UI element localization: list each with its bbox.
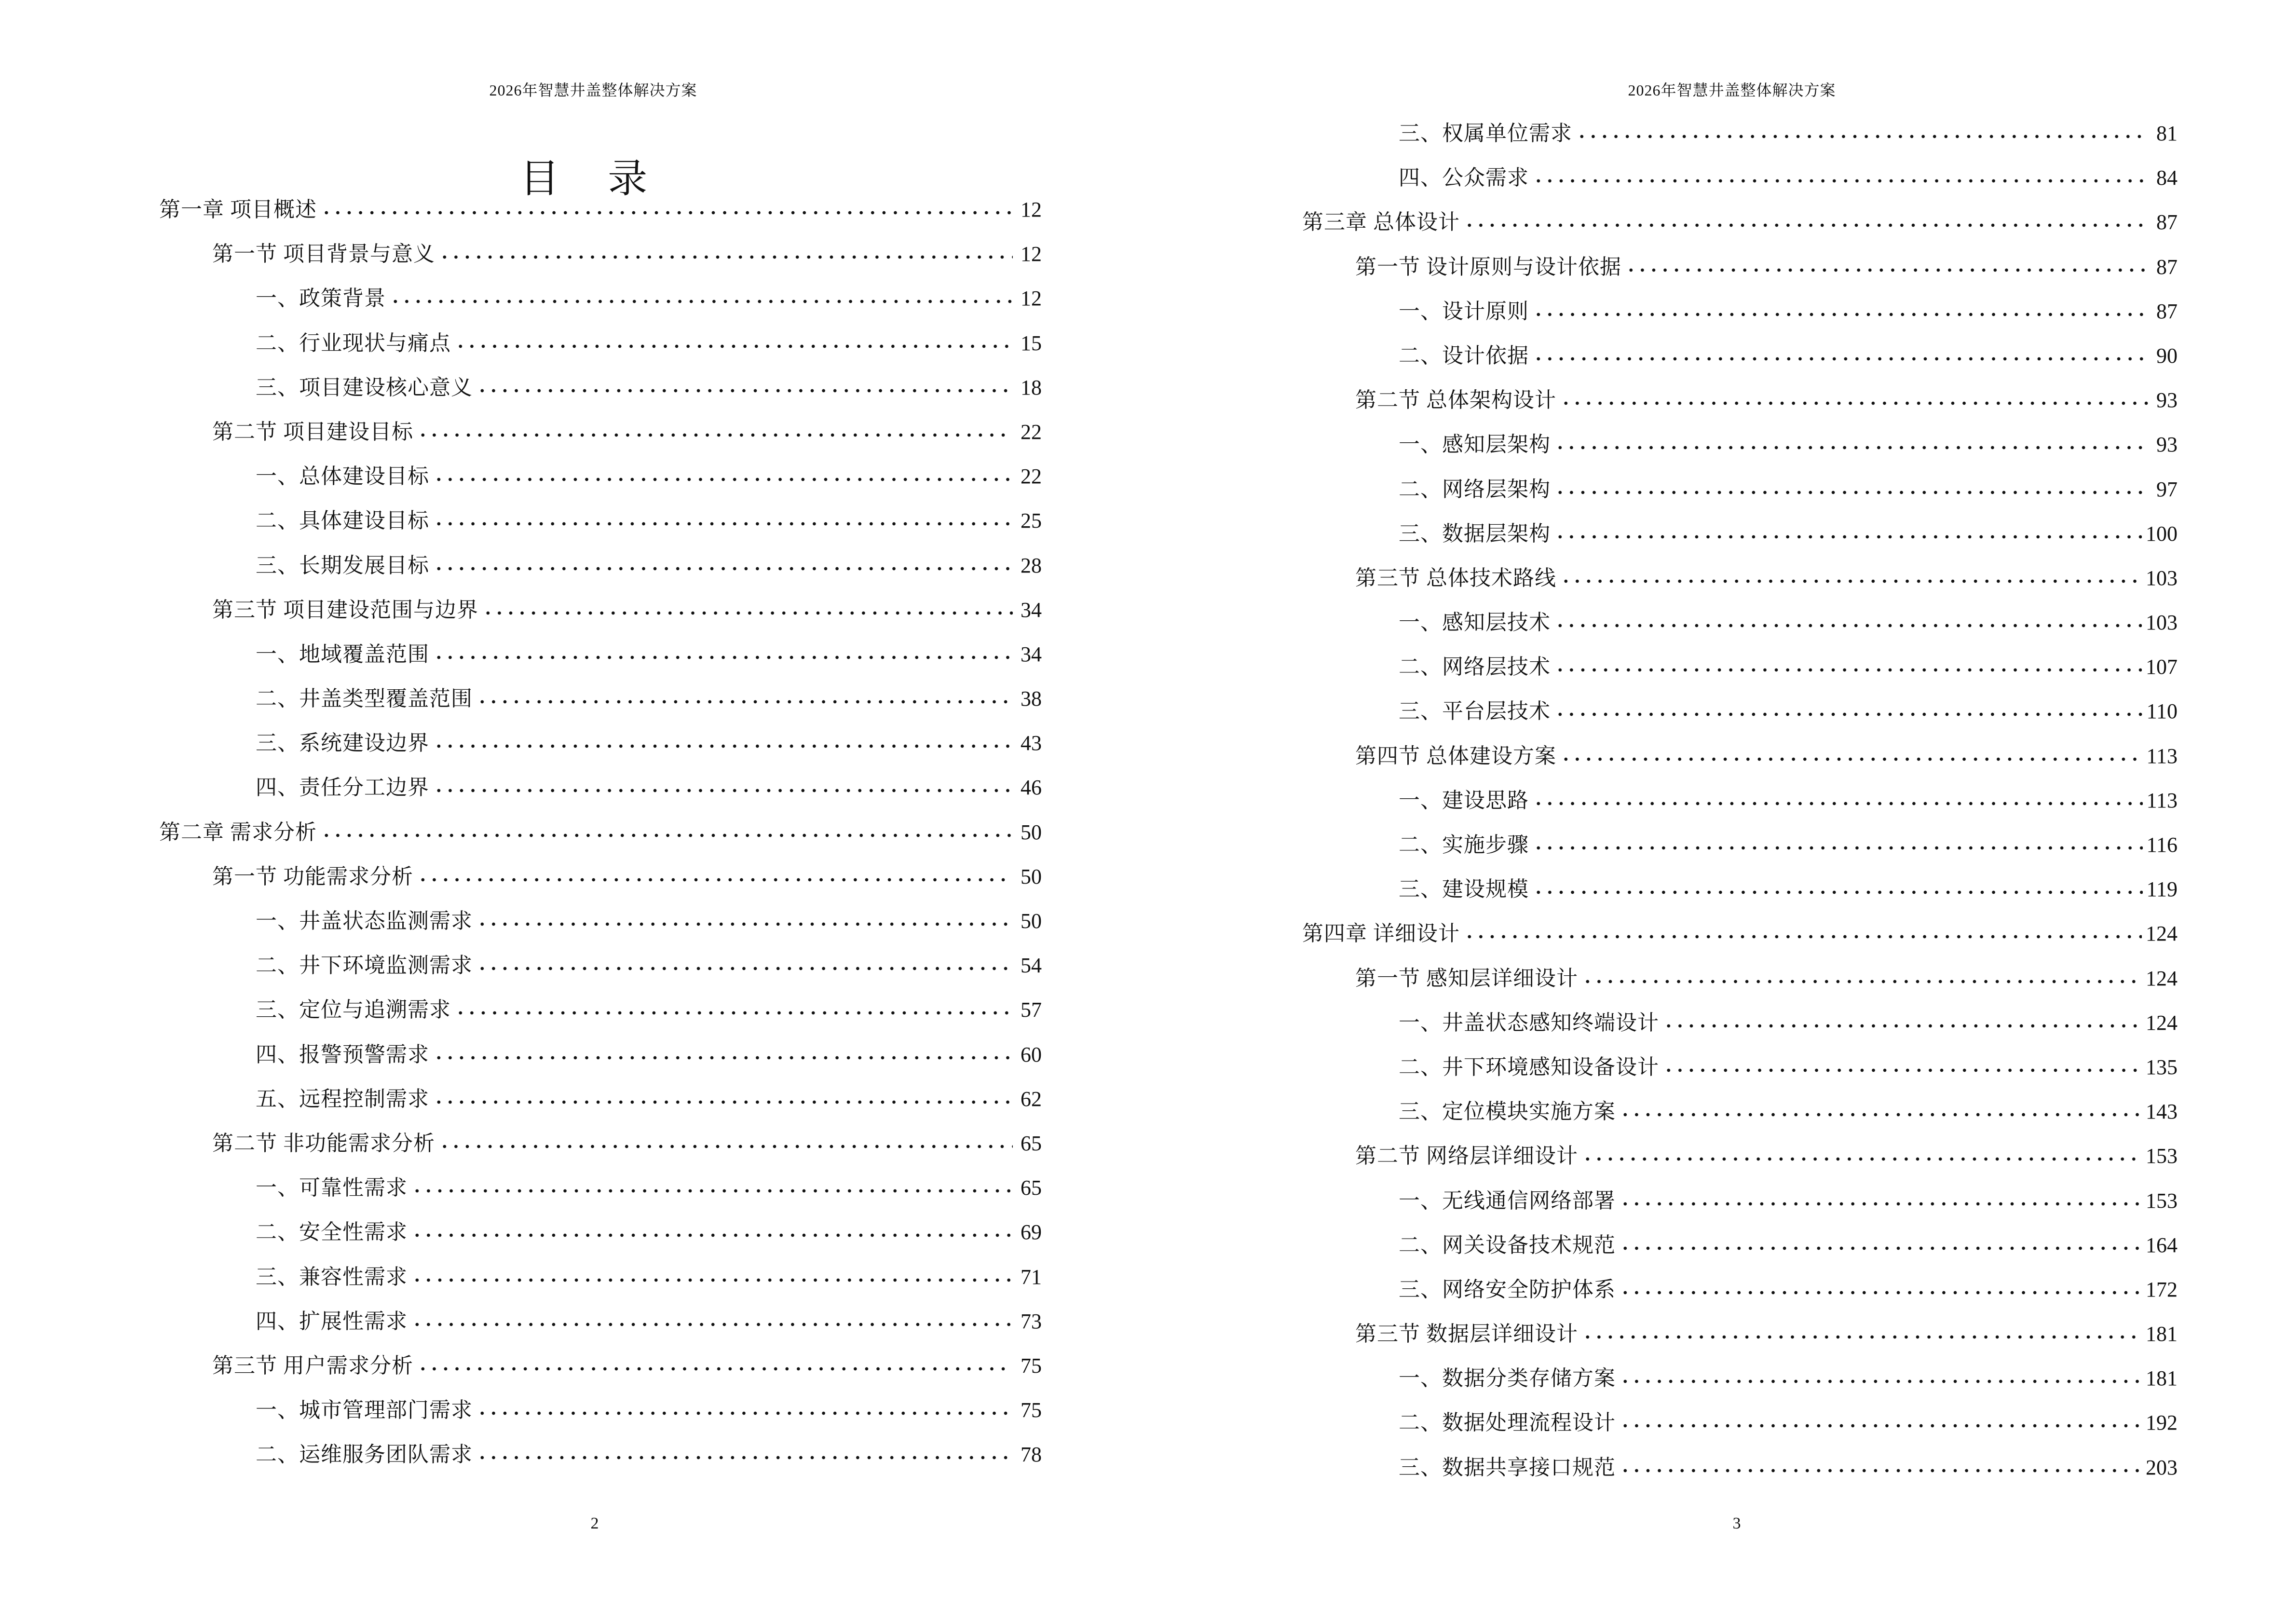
dot-leader (1582, 1334, 2142, 1340)
dot-leader (1533, 801, 2143, 806)
dot-leader (455, 1010, 1013, 1016)
dot-leader (1620, 1290, 2142, 1296)
toc-entry-subsection[interactable] (159, 1217, 1042, 1262)
toc-entry-page-number: 22 (1021, 420, 1042, 444)
toc-entry-label: 三、项目建设核心意义 (256, 375, 473, 399)
dot-leader (411, 1188, 1013, 1194)
toc-entry-subsection[interactable] (1302, 475, 2178, 519)
toc-entry-subsection[interactable] (1302, 163, 2178, 207)
toc-entry-subsection[interactable] (1302, 1008, 2178, 1052)
toc-entry-subsection[interactable] (1302, 696, 2178, 741)
dot-leader (1560, 578, 2142, 584)
toc-entry-subsection[interactable] (1302, 608, 2178, 652)
dot-leader (1576, 134, 2149, 139)
toc-entry-page-number: 65 (1021, 1176, 1042, 1200)
toc-entry-page-number: 113 (2146, 744, 2178, 768)
toc-entry-subsection[interactable] (159, 328, 1042, 373)
toc-entry-page-number: 50 (1021, 909, 1042, 933)
toc-entry-label: 第四节 总体建设方案 (1355, 744, 1556, 768)
toc-entry-page-number: 93 (2156, 433, 2178, 457)
toc-entry-label: 三、兼容性需求 (256, 1265, 408, 1289)
toc-entry-label: 三、长期发展目标 (256, 553, 429, 577)
dot-leader (417, 432, 1013, 438)
toc-entry-page-number: 81 (2156, 122, 2178, 145)
toc-entry-label: 二、井下环境监测需求 (256, 954, 473, 978)
dot-leader (1554, 711, 2143, 717)
toc-entry-page-number: 143 (2146, 1100, 2178, 1124)
toc-entry-page-number: 75 (1021, 1398, 1042, 1422)
toc-entry-chapter[interactable] (159, 818, 1042, 862)
toc-entry-label: 第三节 总体技术路线 (1355, 566, 1556, 590)
toc-entry-page-number: 78 (1021, 1443, 1042, 1467)
running-header: 2026年智慧井盖整体解决方案 (489, 82, 697, 99)
toc-entry-page-number: 203 (2146, 1455, 2178, 1479)
dot-leader (1620, 1245, 2142, 1251)
toc-entry-label: 三、定位与追溯需求 (256, 998, 451, 1022)
dot-leader (1582, 979, 2142, 984)
toc-entry-page-number: 12 (1021, 198, 1042, 221)
dot-leader (1464, 222, 2149, 228)
toc-entry-page-number: 22 (1021, 464, 1042, 489)
dot-leader (1620, 1378, 2142, 1384)
dot-leader (417, 1366, 1013, 1372)
toc-entry-subsection[interactable] (159, 951, 1042, 995)
toc-entry-page-number: 87 (2156, 210, 2178, 234)
toc-entry-page-number: 181 (2146, 1366, 2178, 1391)
toc-entry-page-number: 124 (2146, 922, 2178, 946)
dot-leader (433, 521, 1013, 527)
toc-entry-label: 第二节 网络层详细设计 (1355, 1144, 1578, 1168)
toc-entry-page-number: 60 (1021, 1042, 1042, 1066)
toc-entry-page-number: 12 (1021, 287, 1042, 311)
toc-entry-subsection[interactable] (1302, 652, 2178, 696)
toc-entry-label: 第一节 项目背景与意义 (212, 242, 435, 266)
toc-entry-page-number: 57 (1021, 998, 1042, 1022)
toc-entry-label: 二、井下环境感知设备设计 (1399, 1055, 1659, 1079)
toc-entry-label: 四、报警预警需求 (256, 1042, 429, 1066)
toc-entry-section[interactable] (159, 417, 1042, 462)
toc-entry-label: 三、网络安全防护体系 (1399, 1277, 1616, 1301)
toc-entry-page-number: 172 (2146, 1277, 2178, 1301)
toc-entry-subsection[interactable] (159, 1084, 1042, 1129)
toc-entry-subsection[interactable] (1302, 119, 2178, 163)
toc-entry-subsection[interactable] (1302, 1186, 2178, 1230)
toc-entry-page-number: 164 (2146, 1233, 2178, 1257)
toc-entry-label: 三、系统建设边界 (256, 731, 429, 755)
toc-entry-label: 第一节 感知层详细设计 (1355, 966, 1578, 990)
toc-entry-section[interactable] (1302, 252, 2178, 297)
toc-entry-section[interactable] (159, 862, 1042, 906)
toc-entry-subsection[interactable] (159, 284, 1042, 328)
dot-leader (439, 254, 1013, 260)
toc-entry-subsection[interactable] (159, 551, 1042, 595)
dot-leader (411, 1232, 1013, 1238)
toc-entry-page-number: 110 (2146, 699, 2178, 723)
toc-entry-section[interactable] (159, 595, 1042, 640)
toc-entry-subsection[interactable] (159, 906, 1042, 951)
toc-entry-subsection[interactable] (159, 373, 1042, 417)
toc-entry-page-number: 124 (2146, 1010, 2178, 1035)
toc-entry-page-number: 38 (1021, 687, 1042, 711)
toc-entry-subsection[interactable] (159, 506, 1042, 550)
toc-entry-subsection[interactable] (159, 1040, 1042, 1084)
toc-entry-subsection[interactable] (1302, 1052, 2178, 1097)
toc-entry-subsection[interactable] (159, 1307, 1042, 1351)
toc-entry-page-number: 34 (1021, 598, 1042, 622)
dot-leader (433, 1099, 1013, 1105)
toc-entry-subsection[interactable] (1302, 1364, 2178, 1408)
toc-entry-label: 二、行业现状与痛点 (256, 331, 451, 355)
dot-leader (476, 699, 1013, 705)
toc-entry-label: 一、井盖状态感知终端设计 (1399, 1010, 1659, 1035)
toc-entry-label: 一、地域覆盖范围 (256, 642, 429, 666)
dot-leader (1663, 1023, 2142, 1029)
dot-leader (1554, 490, 2149, 495)
dot-leader (455, 343, 1013, 349)
toc-entry-label: 二、实施步骤 (1399, 833, 1529, 857)
toc-entry-label: 二、网关设备技术规范 (1399, 1233, 1616, 1257)
toc-entry-page-number: 103 (2146, 566, 2178, 590)
toc-entry-subsection[interactable] (1302, 830, 2178, 874)
toc-entry-page-number: 50 (1021, 820, 1042, 844)
dot-leader (476, 1410, 1013, 1416)
dot-leader (1554, 623, 2142, 628)
toc-entry-label: 第四章 详细设计 (1302, 922, 1460, 946)
toc-entry-page-number: 12 (1021, 242, 1042, 266)
toc-entry-subsection[interactable] (1302, 1408, 2178, 1452)
toc-entry-subsection[interactable] (159, 995, 1042, 1039)
toc-entry-label: 一、城市管理部门需求 (256, 1398, 473, 1422)
toc-entry-page-number: 107 (2146, 655, 2178, 679)
dot-leader (1620, 1112, 2142, 1118)
dot-leader (321, 210, 1013, 216)
toc-entry-label: 三、权属单位需求 (1399, 122, 1572, 145)
dot-leader (476, 1455, 1013, 1460)
dot-leader (433, 743, 1013, 749)
toc-entry-subsection[interactable] (1302, 297, 2178, 341)
toc-entry-chapter[interactable] (1302, 919, 2178, 963)
dot-leader (1533, 312, 2149, 317)
dot-leader (433, 1055, 1013, 1061)
toc-entry-section[interactable] (1302, 385, 2178, 430)
dot-leader (1554, 445, 2149, 450)
toc-entry-label: 第二章 需求分析 (159, 820, 317, 844)
toc-entry-section[interactable] (159, 1351, 1042, 1395)
toc-entry-page-number: 113 (2146, 788, 2178, 812)
dot-leader (1625, 267, 2149, 273)
toc-entry-subsection[interactable] (159, 773, 1042, 817)
dot-leader (321, 832, 1013, 838)
toc-entry-label: 第一章 项目概述 (159, 198, 317, 221)
toc-entry-subsection[interactable] (1302, 786, 2178, 830)
dot-leader (1663, 1067, 2142, 1073)
toc-entry-chapter[interactable] (159, 195, 1042, 239)
dot-leader (417, 877, 1013, 883)
toc-entry-label: 第一节 设计原则与设计依据 (1355, 255, 1621, 279)
toc-list (159, 195, 1042, 1484)
toc-entry-page-number: 75 (1021, 1353, 1042, 1378)
toc-entry-label: 一、无线通信网络部署 (1399, 1188, 1616, 1213)
toc-entry-label: 第二节 项目建设目标 (212, 420, 413, 444)
dot-leader (476, 966, 1013, 971)
toc-entry-section[interactable] (1302, 964, 2178, 1008)
toc-entry-label: 第二节 非功能需求分析 (212, 1131, 435, 1155)
toc-entry-label: 三、数据层架构 (1399, 521, 1551, 546)
dot-leader (1560, 756, 2143, 762)
toc-entry-subsection[interactable] (1302, 874, 2178, 919)
toc-entry-label: 一、感知层架构 (1399, 433, 1551, 457)
toc-entry-chapter[interactable] (1302, 207, 2178, 252)
dot-leader (1533, 178, 2149, 184)
toc-entry-label: 一、总体建设目标 (256, 464, 429, 489)
dot-leader (411, 1277, 1013, 1283)
toc-entry-page-number: 119 (2146, 877, 2178, 901)
toc-entry-page-number: 73 (1021, 1309, 1042, 1333)
toc-entry-subsection[interactable] (159, 462, 1042, 506)
toc-entry-label: 五、远程控制需求 (256, 1087, 429, 1111)
dot-leader (1582, 1156, 2142, 1162)
toc-entry-page-number: 192 (2146, 1411, 2178, 1435)
toc-entry-page-number: 87 (2156, 255, 2178, 279)
toc-entry-label: 第三节 数据层详细设计 (1355, 1322, 1578, 1346)
toc-entry-section[interactable] (159, 1129, 1042, 1173)
dot-leader (1620, 1201, 2142, 1207)
dot-leader (439, 1144, 1013, 1149)
dot-leader (1464, 934, 2142, 940)
toc-entry-label: 一、数据分类存储方案 (1399, 1366, 1616, 1391)
toc-entry-page-number: 135 (2146, 1055, 2178, 1079)
dot-leader (476, 388, 1013, 394)
toc-entry-label: 二、网络层架构 (1399, 477, 1551, 501)
toc-entry-page-number: 65 (1021, 1131, 1042, 1155)
dot-leader (476, 921, 1013, 927)
toc-entry-page-number: 84 (2156, 166, 2178, 190)
toc-entry-subsection[interactable] (159, 1173, 1042, 1217)
toc-entry-subsection[interactable] (159, 1440, 1042, 1484)
dot-leader (1554, 534, 2142, 540)
toc-entry-label: 三、平台层技术 (1399, 699, 1551, 723)
toc-entry-label: 二、数据处理流程设计 (1399, 1411, 1616, 1435)
toc-entry-label: 一、感知层技术 (1399, 611, 1551, 635)
toc-entry-label: 一、设计原则 (1399, 299, 1529, 323)
toc-entry-page-number: 181 (2146, 1322, 2178, 1346)
toc-title: 目 录 (519, 156, 667, 201)
toc-entry-section[interactable] (1302, 741, 2178, 786)
toc-entry-page-number: 62 (1021, 1087, 1042, 1111)
page-number: 2 (590, 1515, 599, 1532)
toc-entry-subsection[interactable] (1302, 519, 2178, 563)
toc-entry-label: 第一节 功能需求分析 (212, 864, 413, 888)
toc-entry-page-number: 71 (1021, 1265, 1042, 1289)
toc-entry-label: 二、井盖类型覆盖范围 (256, 687, 473, 711)
toc-entry-label: 第三节 项目建设范围与边界 (212, 598, 478, 622)
dot-leader (1533, 889, 2143, 895)
toc-entry-label: 一、可靠性需求 (256, 1176, 408, 1200)
toc-entry-section[interactable] (1302, 563, 2178, 608)
dot-leader (411, 1322, 1013, 1327)
toc-entry-label: 四、公众需求 (1399, 166, 1529, 190)
dot-leader (1533, 845, 2143, 851)
dot-leader (433, 788, 1013, 793)
toc-entry-label: 一、建设思路 (1399, 788, 1529, 812)
toc-entry-label: 一、井盖状态监测需求 (256, 909, 473, 933)
toc-entry-subsection[interactable] (1302, 1275, 2178, 1319)
toc-entry-subsection[interactable] (1302, 1453, 2178, 1497)
toc-entry-page-number: 93 (2156, 388, 2178, 412)
toc-entry-subsection[interactable] (159, 684, 1042, 728)
toc-entry-label: 二、设计依据 (1399, 343, 1529, 368)
toc-entry-label: 二、网络层技术 (1399, 655, 1551, 679)
dot-leader (1533, 356, 2149, 362)
toc-entry-page-number: 18 (1021, 375, 1042, 399)
toc-entry-label: 二、运维服务团队需求 (256, 1443, 473, 1467)
toc-entry-page-number: 25 (1021, 509, 1042, 533)
toc-entry-page-number: 153 (2146, 1144, 2178, 1168)
toc-entry-label: 第二节 总体架构设计 (1355, 388, 1556, 412)
toc-entry-page-number: 69 (1021, 1220, 1042, 1244)
toc-entry-label: 三、定位模块实施方案 (1399, 1100, 1616, 1124)
dot-leader (433, 477, 1013, 482)
toc-list (1302, 119, 2178, 1497)
document-page-right (1144, 0, 2287, 1624)
toc-entry-subsection[interactable] (1302, 1097, 2178, 1141)
toc-entry-subsection[interactable] (159, 728, 1042, 773)
toc-entry-page-number: 46 (1021, 776, 1042, 800)
dot-leader (1560, 400, 2149, 406)
toc-entry-page-number: 100 (2146, 521, 2178, 546)
toc-entry-page-number: 124 (2146, 966, 2178, 990)
toc-entry-label: 二、具体建设目标 (256, 509, 429, 533)
toc-entry-page-number: 153 (2146, 1188, 2178, 1213)
toc-entry-subsection[interactable] (159, 1262, 1042, 1307)
dot-leader (1554, 667, 2142, 673)
toc-entry-page-number: 15 (1021, 331, 1042, 355)
toc-entry-label: 四、责任分工边界 (256, 776, 429, 800)
dot-leader (433, 655, 1013, 660)
page-number: 3 (1732, 1515, 1741, 1532)
toc-entry-page-number: 116 (2146, 833, 2178, 857)
toc-entry-label: 二、安全性需求 (256, 1220, 408, 1244)
toc-entry-page-number: 87 (2156, 299, 2178, 323)
toc-entry-page-number: 90 (2156, 343, 2178, 368)
toc-entry-subsection[interactable] (159, 1395, 1042, 1440)
toc-entry-subsection[interactable] (1302, 341, 2178, 385)
toc-entry-label: 第三节 用户需求分析 (212, 1353, 413, 1378)
toc-entry-subsection[interactable] (1302, 1230, 2178, 1275)
toc-entry-page-number: 50 (1021, 864, 1042, 888)
toc-entry-page-number: 103 (2146, 611, 2178, 635)
toc-entry-section[interactable] (1302, 1319, 2178, 1364)
toc-entry-page-number: 54 (1021, 954, 1042, 978)
toc-entry-subsection[interactable] (159, 640, 1042, 684)
dot-leader (1620, 1468, 2142, 1474)
toc-entry-label: 四、扩展性需求 (256, 1309, 408, 1333)
toc-entry-subsection[interactable] (1302, 430, 2178, 474)
toc-entry-section[interactable] (159, 239, 1042, 284)
dot-leader (433, 566, 1013, 572)
toc-entry-label: 一、政策背景 (256, 287, 386, 311)
toc-entry-label: 第三章 总体设计 (1302, 210, 1460, 234)
running-header: 2026年智慧井盖整体解决方案 (1628, 82, 1836, 99)
toc-entry-label: 三、数据共享接口规范 (1399, 1455, 1616, 1479)
toc-entry-section[interactable] (1302, 1141, 2178, 1186)
toc-entry-page-number: 28 (1021, 553, 1042, 577)
toc-entry-page-number: 97 (2156, 477, 2178, 501)
toc-entry-page-number: 34 (1021, 642, 1042, 666)
dot-leader (390, 299, 1013, 304)
dot-leader (482, 610, 1013, 616)
dot-leader (1620, 1423, 2142, 1429)
toc-entry-page-number: 43 (1021, 731, 1042, 755)
toc-entry-label: 三、建设规模 (1399, 877, 1529, 901)
